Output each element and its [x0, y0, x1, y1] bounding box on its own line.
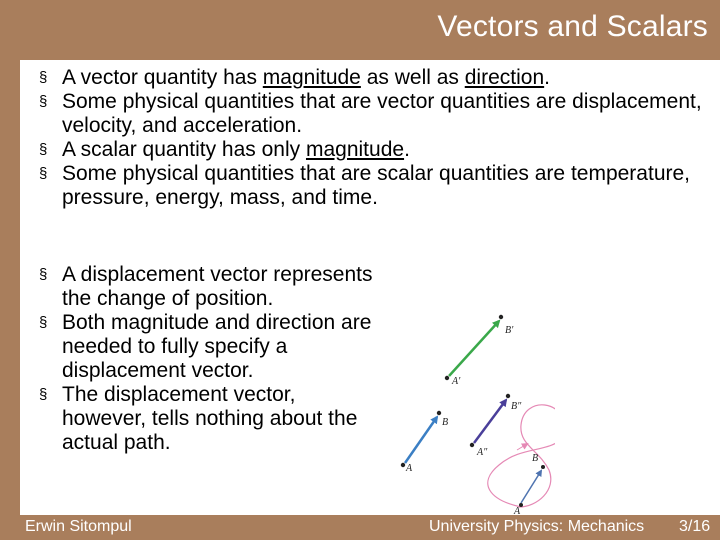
footer-author: Erwin Sitompul — [25, 518, 132, 535]
point-a1 — [445, 376, 449, 380]
bullet-marker: § — [39, 314, 48, 331]
bullet-text: A scalar quantity has only magnitude. — [62, 138, 410, 161]
bullet-marker: § — [39, 386, 48, 403]
list-item — [30, 162, 710, 210]
bullet-marker: § — [39, 266, 48, 283]
list-item — [30, 66, 710, 90]
vector-a2-b2 — [474, 400, 506, 443]
bullet-text: A displacement vector represents the change of position. — [62, 263, 373, 310]
slide-content — [20, 60, 720, 515]
vector-scalar-bullets — [30, 66, 710, 210]
point-b — [437, 411, 441, 415]
label-b: B — [442, 417, 449, 428]
bullet-text: The displacement vector, however, tells nothing about the actual path. — [62, 383, 358, 454]
bullet-marker: § — [39, 93, 48, 110]
bullet-marker: § — [39, 69, 48, 86]
bullet-marker: § — [39, 141, 48, 158]
bullet-marker: § — [39, 165, 48, 182]
displacement-bullets — [30, 263, 380, 455]
vector-a1-b1 — [449, 321, 499, 376]
list-item — [30, 311, 380, 383]
label-a: A — [406, 463, 413, 474]
title-bar — [0, 0, 720, 60]
label-b3: B — [532, 453, 539, 464]
label-b1: B' — [505, 325, 514, 336]
point-b1 — [499, 315, 503, 319]
displacement-vector — [521, 471, 541, 503]
actual-path-curve — [488, 405, 555, 507]
bullet-text: Some physical quantities that are scalar quantities are temperature, pressure, energy, mass, and time. — [62, 162, 691, 209]
list-item — [30, 90, 710, 138]
bullet-text: Both magnitude and direction are needed to fully specify a displacement vector. — [62, 311, 372, 382]
label-a2: A" — [477, 447, 488, 458]
label-a1: A' — [452, 376, 461, 387]
label-b2: B" — [511, 401, 522, 412]
list-item — [30, 138, 710, 162]
vector-a-b — [405, 417, 437, 463]
path-arrow — [517, 444, 527, 450]
list-item — [30, 263, 380, 311]
label-a3: A — [514, 506, 521, 515]
point-b2 — [506, 394, 510, 398]
point-a — [401, 463, 405, 467]
point-a2 — [470, 443, 474, 447]
footer-page-number: 3/16 — [679, 518, 711, 535]
point-b3 — [541, 465, 545, 469]
footer-course: University Physics: Mechanics — [429, 518, 645, 535]
bullet-text: A vector quantity has magnitude as well as direction. — [62, 66, 550, 89]
footer — [0, 515, 720, 540]
slide-title: Vectors and Scalars — [437, 10, 708, 43]
list-item — [30, 383, 380, 455]
displacement-vectors-figure — [375, 245, 555, 515]
bullet-text: Some physical quantities that are vector quantities are displacement, velocity, and acceleration. — [62, 90, 702, 137]
